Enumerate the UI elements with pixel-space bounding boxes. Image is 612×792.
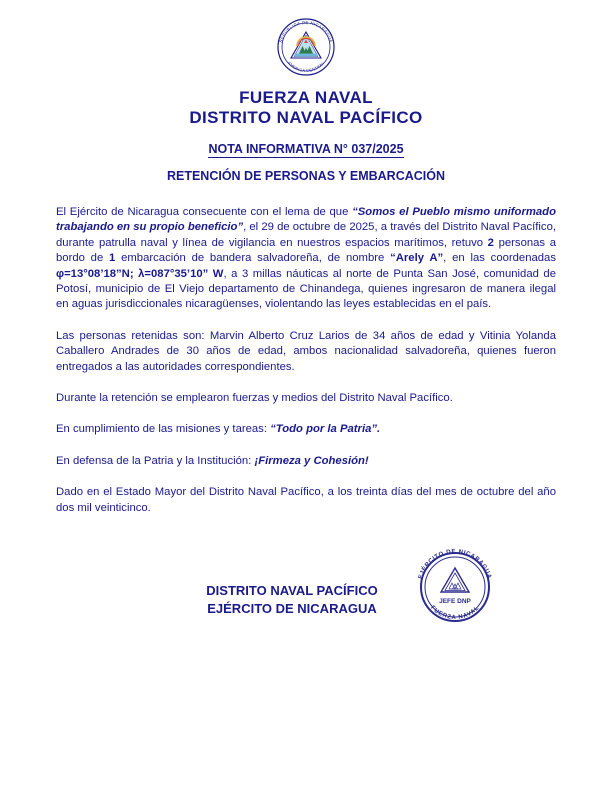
paragraph-2: Las personas retenidas son: Marvin Alberto Cruz Larios de 34 años de edad y Vitinia Yolanda Caballero Andrades de 30 años de edad, ambos nacionalidad salvadoreña, quienes fueron entregados a las autoridades correspondientes. (56, 329, 556, 373)
nota-number (56, 142, 556, 156)
paragraph-1 (56, 205, 556, 313)
svg-text:FUERZA NAVAL: FUERZA NAVAL (429, 605, 481, 622)
org-title-line2: DISTRITO NAVAL PACÍFICO (189, 108, 423, 127)
nota-number-text: NOTA INFORMATIVA N° 037/2025 (208, 142, 404, 156)
p4-part1: En cumplimiento de las misiones y tareas: (56, 423, 271, 436)
paragraph-3: Durante la retención se emplearon fuerzas y medios del Distrito Naval Pacífico. (56, 392, 453, 405)
coat-of-arms-icon (273, 16, 339, 78)
p1-part4: embarcación de bandera salvadoreña, de nombre (115, 252, 391, 265)
p1-count-vessels: 1 (109, 252, 116, 265)
svg-text:AMERICA CENTRAL: AMERICA CENTRAL (286, 60, 326, 74)
p5-motto: ¡Firmeza y Cohesión! (254, 454, 369, 467)
paragraph-6: Dado en el Estado Mayor del Distrito Naval Pacífico, a los treinta días del mes de octubre del año dos mil veinticinco. (56, 486, 556, 514)
p1-part3: personas a bordo de (56, 236, 556, 265)
signature-line-2: EJÉRCITO DE NICARAGUA (207, 601, 377, 617)
org-title-line1: FUERZA NAVAL (239, 88, 373, 107)
svg-text:REPUBLICA DE NICARAGUA: REPUBLICA DE NICARAGUA (277, 19, 335, 44)
svg-text:EJÉRCITO DE NICARAGUA: EJÉRCITO DE NICARAGUA (417, 549, 493, 580)
p1-part5: , en las coordenadas (443, 252, 556, 265)
crest-container (56, 0, 556, 78)
paragraph-4 (56, 422, 556, 437)
p1-count-people: 2 (487, 236, 494, 249)
p4-motto: “Todo por la Patria”. (270, 423, 381, 436)
p1-part6: , a 3 millas náuticas al norte de Punta San José, comunidad de Potosí, municipio de El Viejo departamento de Chinandega, quienes ingresaron de manera ilegal en aguas jurisdiccionales nicaragüenses, violentando las leyes establecidas en el país. (56, 267, 556, 311)
page-title (56, 88, 556, 128)
p5-part1: En defensa de la Patria y la Institución: (56, 454, 255, 467)
signature-area (56, 544, 556, 654)
document-body (56, 205, 556, 516)
official-seal-icon (412, 544, 498, 630)
p1-part1: El Ejército de Nicaragua consecuente con el lema de que (56, 206, 353, 218)
p1-part2: , el 29 de octubre de 2025, a través del Distrito Naval Pacífico, durante patrulla naval y línea de vigilancia en nuestros espacios marítimos, retuvo (56, 221, 557, 249)
svg-text:JEFE DNP: JEFE DNP (439, 598, 471, 606)
p1-coordinates: φ=13°08’18”N; λ=087°35’10” W (56, 267, 224, 280)
p1-quote1: “Somos el Pueblo mismo uniformado trabajando en su propio beneficio” (56, 206, 556, 234)
document-subject: RETENCIÓN DE PERSONAS Y EMBARCACIÓN (166, 169, 446, 183)
p1-vessel-name: “Arely A” (390, 252, 444, 265)
paragraph-5 (56, 454, 556, 469)
signature-line-1: DISTRITO NAVAL PACÍFICO (206, 583, 378, 599)
